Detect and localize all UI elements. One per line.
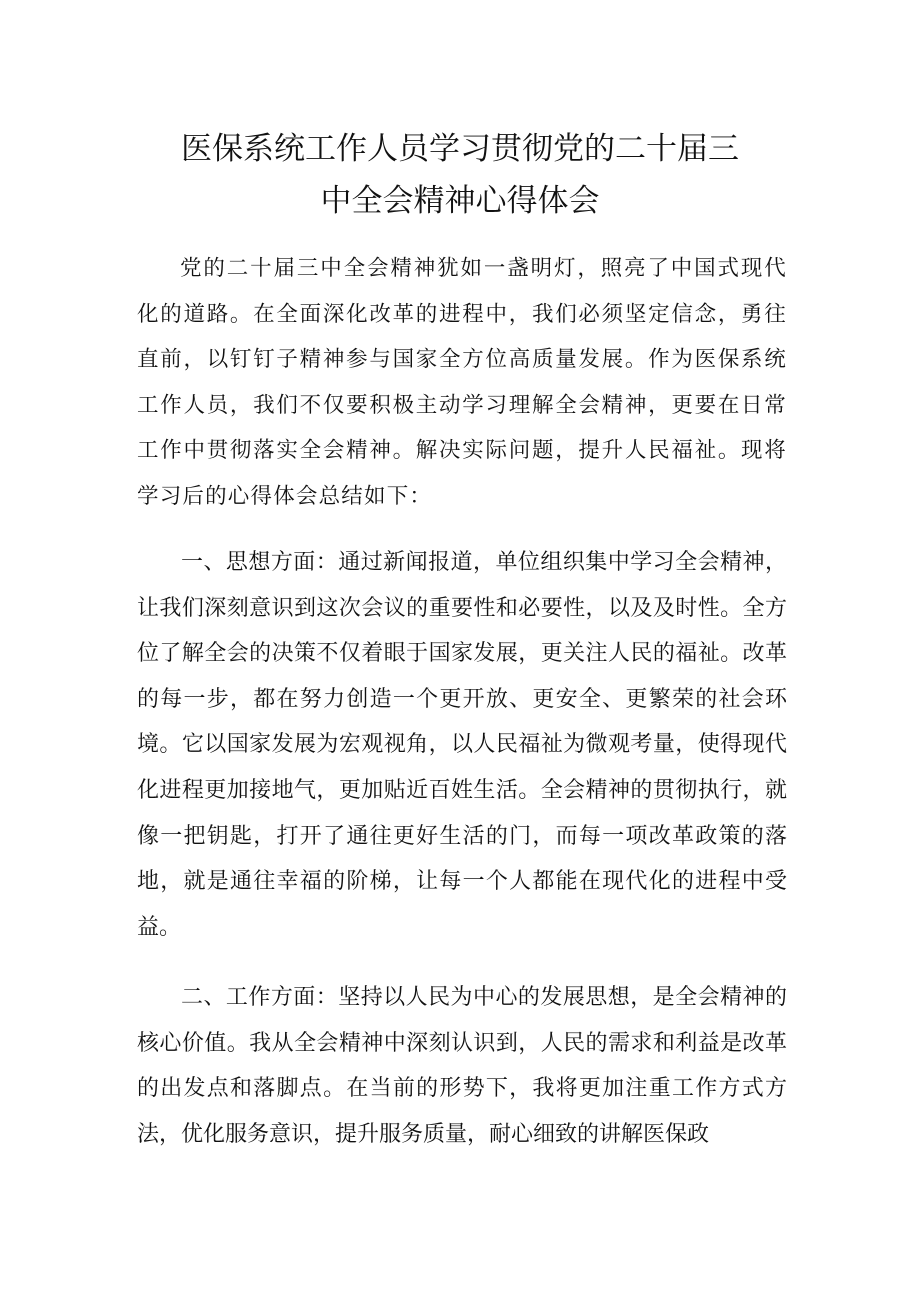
- section-work-paragraph: 二、工作方面：坚持以人民为中心的发展思想，是全会精神的核心价值。我从全会精神中深刻认识到，人民的需求和利益是改革的出发点和落脚点。在当前的形势下，我将更加注重工作方式方法，优化服务意识，提升服务质量，耐心细致的讲解医保政: [137, 985, 787, 1147]
- section-thinking-paragraph: 一、思想方面：通过新闻报道，单位组织集中学习全会精神，让我们深刻意识到这次会议的重要性和必要性，以及及时性。全方位了解全会的决策不仅着眼于国家发展，更关注人民的福祉。改革的每一步，都在努力创造一个更开放、更安全、更繁荣的社会环境。它以国家发展为宏观视角，以人民福祉为微观考量，使得现代化进程更加接地气，更加贴近百姓生活。全会精神的贯彻执行，就像一把钥匙，打开了通往更好生活的门，而每一项改革政策的落地，就是通往幸福的阶梯，让每一个人都能在现代化的进程中受益。: [137, 550, 787, 940]
- document-title-line-1: 医保系统工作人员学习贯彻党的二十届三: [181, 131, 739, 167]
- intro-paragraph: 党的二十届三中全会精神犹如一盏明灯，照亮了中国式现代化的道路。在全面深化改革的进程中，我们必须坚定信念，勇往直前，以钉钉子精神参与国家全方位高质量发展。作为医保系统工作人员，我们不仅要积极主动学习理解全会精神，更要在日常工作中贯彻落实全会精神。解决实际问题，提升人民福祉。现将学习后的心得体会总结如下：: [137, 256, 787, 509]
- document-title-line-2: 中全会精神心得体会: [320, 183, 600, 219]
